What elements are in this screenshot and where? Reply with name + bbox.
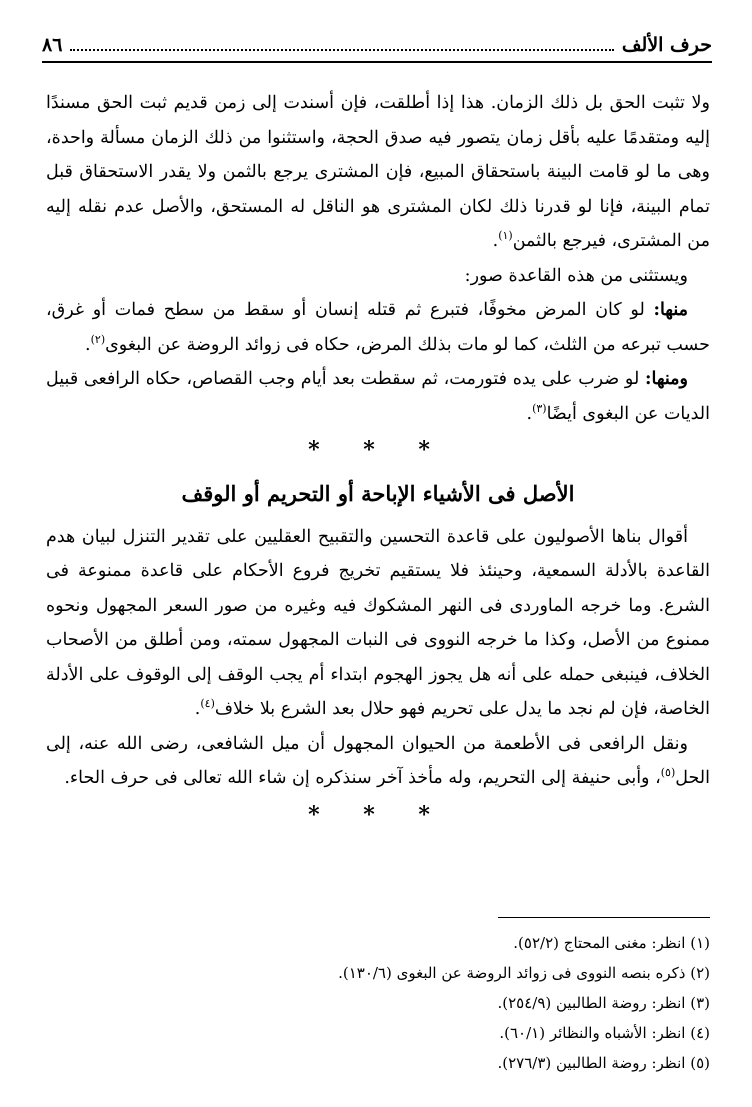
footnote-5: (٥) انظر: روضة الطالبين (٢٧٦/٣). [497, 1054, 710, 1072]
footnote-1: (١) انظر: مغنى المحتاج (٥٢/٢). [513, 934, 710, 952]
footnote-ref-2[interactable]: (٢) [90, 332, 106, 346]
paragraph-4: ومنها: لو ضرب على يده فتورمت، ثم سقطت بعد أيام وجب القصاص، حكاه الرافعى قبيل الديات عن البغوى أيضًا$^{(٣)}$. [46, 369, 710, 424]
chapter-title: حرف الألف [621, 34, 712, 56]
page-header [42, 34, 712, 63]
footnote-2: (٢) ذكره بنصه النووى فى زوائد الروضة عن البغوى (١٣٠/٦). [338, 964, 710, 982]
paragraph-3: منها: لو كان المرض مخوفًا، فتبرع ثم قتله إنسان أو سقط من سطح فمات أو غرق، حسب تبرعه من الثلث، كما لو مات بذلك المرض، حكاه فى زوائد الروضة عن البغوى$^{(٢)}$. [46, 300, 710, 355]
header-dotted-leader [70, 49, 613, 51]
body-text [46, 86, 710, 836]
footnote-3: (٣) انظر: روضة الطالبين (٢٥٤/٩). [497, 994, 710, 1012]
section-heading: الأصل فى الأشياء الإباحة أو التحريم أو الوقف [181, 480, 575, 506]
paragraph-2: ويستثنى من هذه القاعدة صور: [464, 265, 688, 286]
footnote-ref-1[interactable]: (١) [498, 229, 513, 243]
paragraph-3-lead: منها: [653, 300, 688, 320]
page-number: ٨٦ [42, 34, 63, 56]
section-separator-stars: * * * [308, 437, 448, 463]
footnotes [46, 928, 710, 1078]
footnote-ref-5[interactable]: (٥) [660, 766, 676, 780]
footnote-4: (٤) انظر: الأشباه والنظائر (٦٠/١). [499, 1024, 710, 1042]
paragraph-4-lead: ومنها: [645, 369, 688, 389]
paragraph-6: ونقل الرافعى فى الأطعمة من الحيوان المجهول أن ميل الشافعى، رضى الله عنه، إلى الحل$^{(٥)}$، وأبى حنيفة إلى التحريم، وله مأخذ آخر سنذكره إن شاء الله تعالى فى حرف الحاء. [46, 733, 710, 788]
paragraph-1: ولا تثبت الحق بل ذلك الزمان. هذا إذا أطلقت، فإن أسندت إلى زمن قديم ثبت الحق مسندًا إليه ومتقدمًا عليه بأقل زمان يتصور فيه صدق الحجة، واستثنوا من ذلك الزمان مسألة واحدة، وهى ما لو قامت البينة باستحقاق المبيع، فإن المشترى يرجع بالثمن ولا يقدر الاستحقاق قبل تمام البينة، فإنا لو قدرنا ذلك لكان المشترى هو الناقل له المستحق، والأصل عدم نقله إليه من المشترى، فيرجع بالثمن$^{(١)}$. [46, 93, 710, 251]
paragraph-5: أقوال بناها الأصوليون على قاعدة التحسين والتقبيح العقليين على تقدير التنزل لبيان هدم القاعدة بالأدلة السمعية، وحينئذ فلا يستقيم تخريج فروع الأحكام على قاعدة ممنوعة فى الشرع. وما خرجه الماوردى فى النهر المشكوك فيه وغيره من صور السعر المجهول ونحوه ممنوع من الأصل، وكذا ما خرجه النووى فى النبات المجهول سمته، ومن أطلق من الأصحاب الخلاف، فينبغى حمله على أنه هل يجوز الهجوم ابتداء أم يجب الوقف إلى الوقوف على الأدلة الخاصة، فإن لم نجد ما يدل على تحريم فهو حلال بعد الشرع بلا خلاف$^{(٤)}$. [46, 526, 710, 719]
end-separator-stars: * * * [308, 801, 448, 828]
footnote-divider [498, 917, 710, 918]
footnote-ref-4[interactable]: (٤) [200, 697, 215, 711]
footnote-ref-3[interactable]: (٣) [532, 401, 547, 415]
